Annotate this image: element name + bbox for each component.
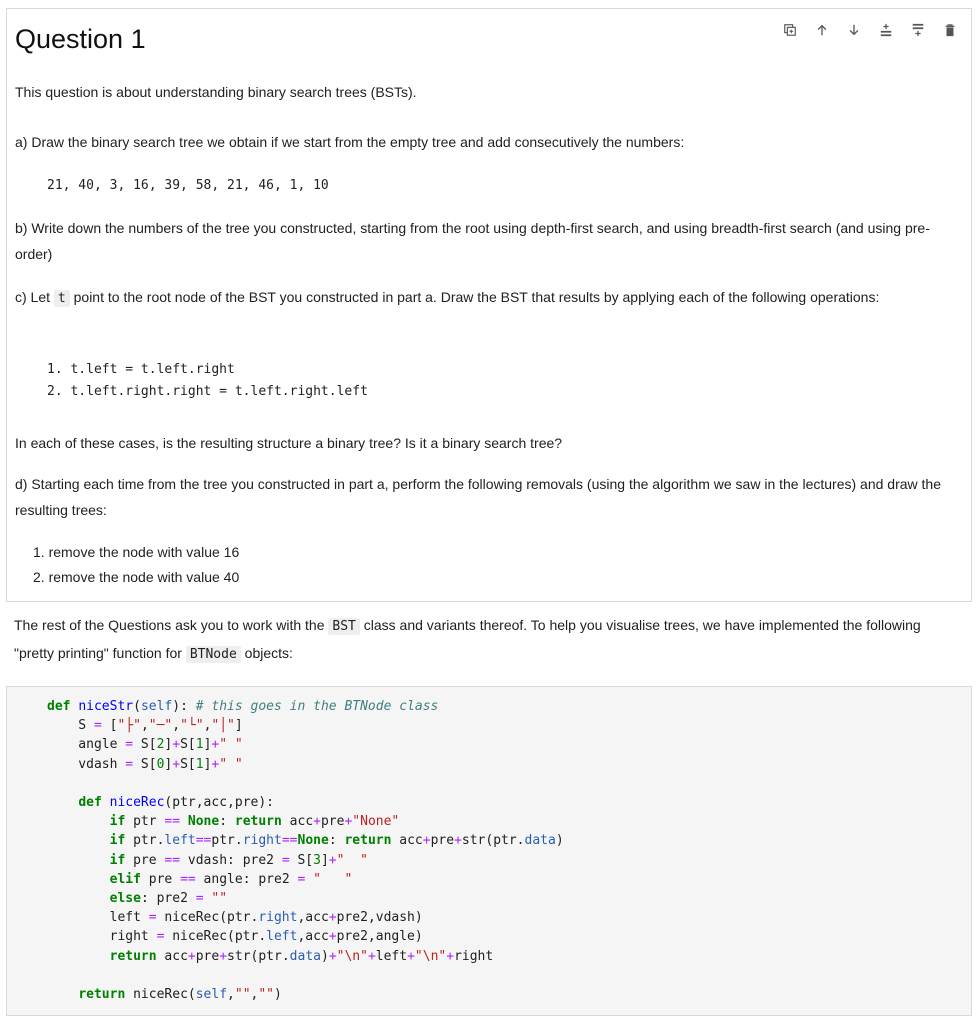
- part-c-text: [15, 284, 957, 312]
- numbers-code-block: 21, 40, 3, 16, 39, 58, 21, 46, 1, 10: [47, 178, 329, 193]
- removals-list: [33, 540, 239, 590]
- rest-text-2: class and variants thereof. To help you visualise trees, we have implemented the following "pretty printing" function for: [14, 617, 921, 661]
- part-c-suffix: point to the root node of the BST you constructed in part a. Draw the BST that results by applying each of the following operations:: [69, 289, 880, 305]
- part-d-text: d) Starting each time from the tree you constructed in part a, perform the following removals (using the algorithm we saw in the lectures) and draw the resulting trees:: [15, 476, 941, 518]
- rest-intro-text: [14, 612, 958, 668]
- insert-below-icon[interactable]: [907, 19, 929, 41]
- delete-icon[interactable]: [939, 19, 961, 41]
- duplicate-icon[interactable]: [779, 19, 801, 41]
- operations-code-block: 1. t.left = t.left.right 2. t.left.right.right = t.left.right.left: [47, 362, 368, 399]
- part-b-text: b) Write down the numbers of the tree you constructed, starting from the root using depth-first search, and using breadth-first search (and using pre-order): [15, 220, 930, 262]
- inline-code-btnode: BTNode: [186, 646, 241, 663]
- code-cell-nicestr[interactable]: [6, 686, 972, 1016]
- rest-text-1: The rest of the Questions ask you to work with the: [14, 617, 329, 633]
- markdown-cell-question-1[interactable]: [6, 8, 972, 602]
- question-title: Question 1: [15, 24, 146, 54]
- list-item: 1. remove the node with value 16: [33, 544, 240, 560]
- rest-text-3: objects:: [240, 645, 293, 661]
- code-editor[interactable]: def niceStr(self): # this goes in the BTNode class S = ["├","─","└","│"] angle = S[2]+S[1]+" " vdash = S[0]+S[1]+" " def niceRec(ptr,acc,pre): if ptr == None: return acc+pre+"None" if ptr.left==ptr.right==None: return acc+pre+str(ptr.data) if pre == vdash: pre2 = S[3]+" " elif pre == angle: pre2 = " " else: pre2 = "" left = niceRec(ptr.right,acc+pre2,vdash) right = niceRec(ptr.left,acc+pre2,angle) return acc+pre+str(ptr.data)+"\n"+left+"\n"+right return niceRec(self,"",""): [47, 699, 564, 1003]
- list-item: 2. remove the node with value 40: [33, 569, 240, 585]
- inline-code-t: t: [54, 290, 70, 307]
- arrow-up-icon[interactable]: [811, 19, 833, 41]
- question-intro: This question is about understanding binary search trees (BSTs).: [15, 84, 417, 100]
- arrow-down-icon[interactable]: [843, 19, 865, 41]
- cases-question-text: In each of these cases, is the resulting structure a binary tree? Is it a binary search tree?: [15, 435, 563, 451]
- part-c-prefix: c) Let: [15, 289, 54, 305]
- inline-code-bst: BST: [328, 618, 359, 635]
- cell-toolbar: [779, 19, 961, 41]
- insert-above-icon[interactable]: [875, 19, 897, 41]
- markdown-cell-intro-bst[interactable]: [6, 608, 972, 678]
- part-a-text: a) Draw the binary search tree we obtain if we start from the empty tree and add consecutively the numbers:: [15, 134, 685, 150]
